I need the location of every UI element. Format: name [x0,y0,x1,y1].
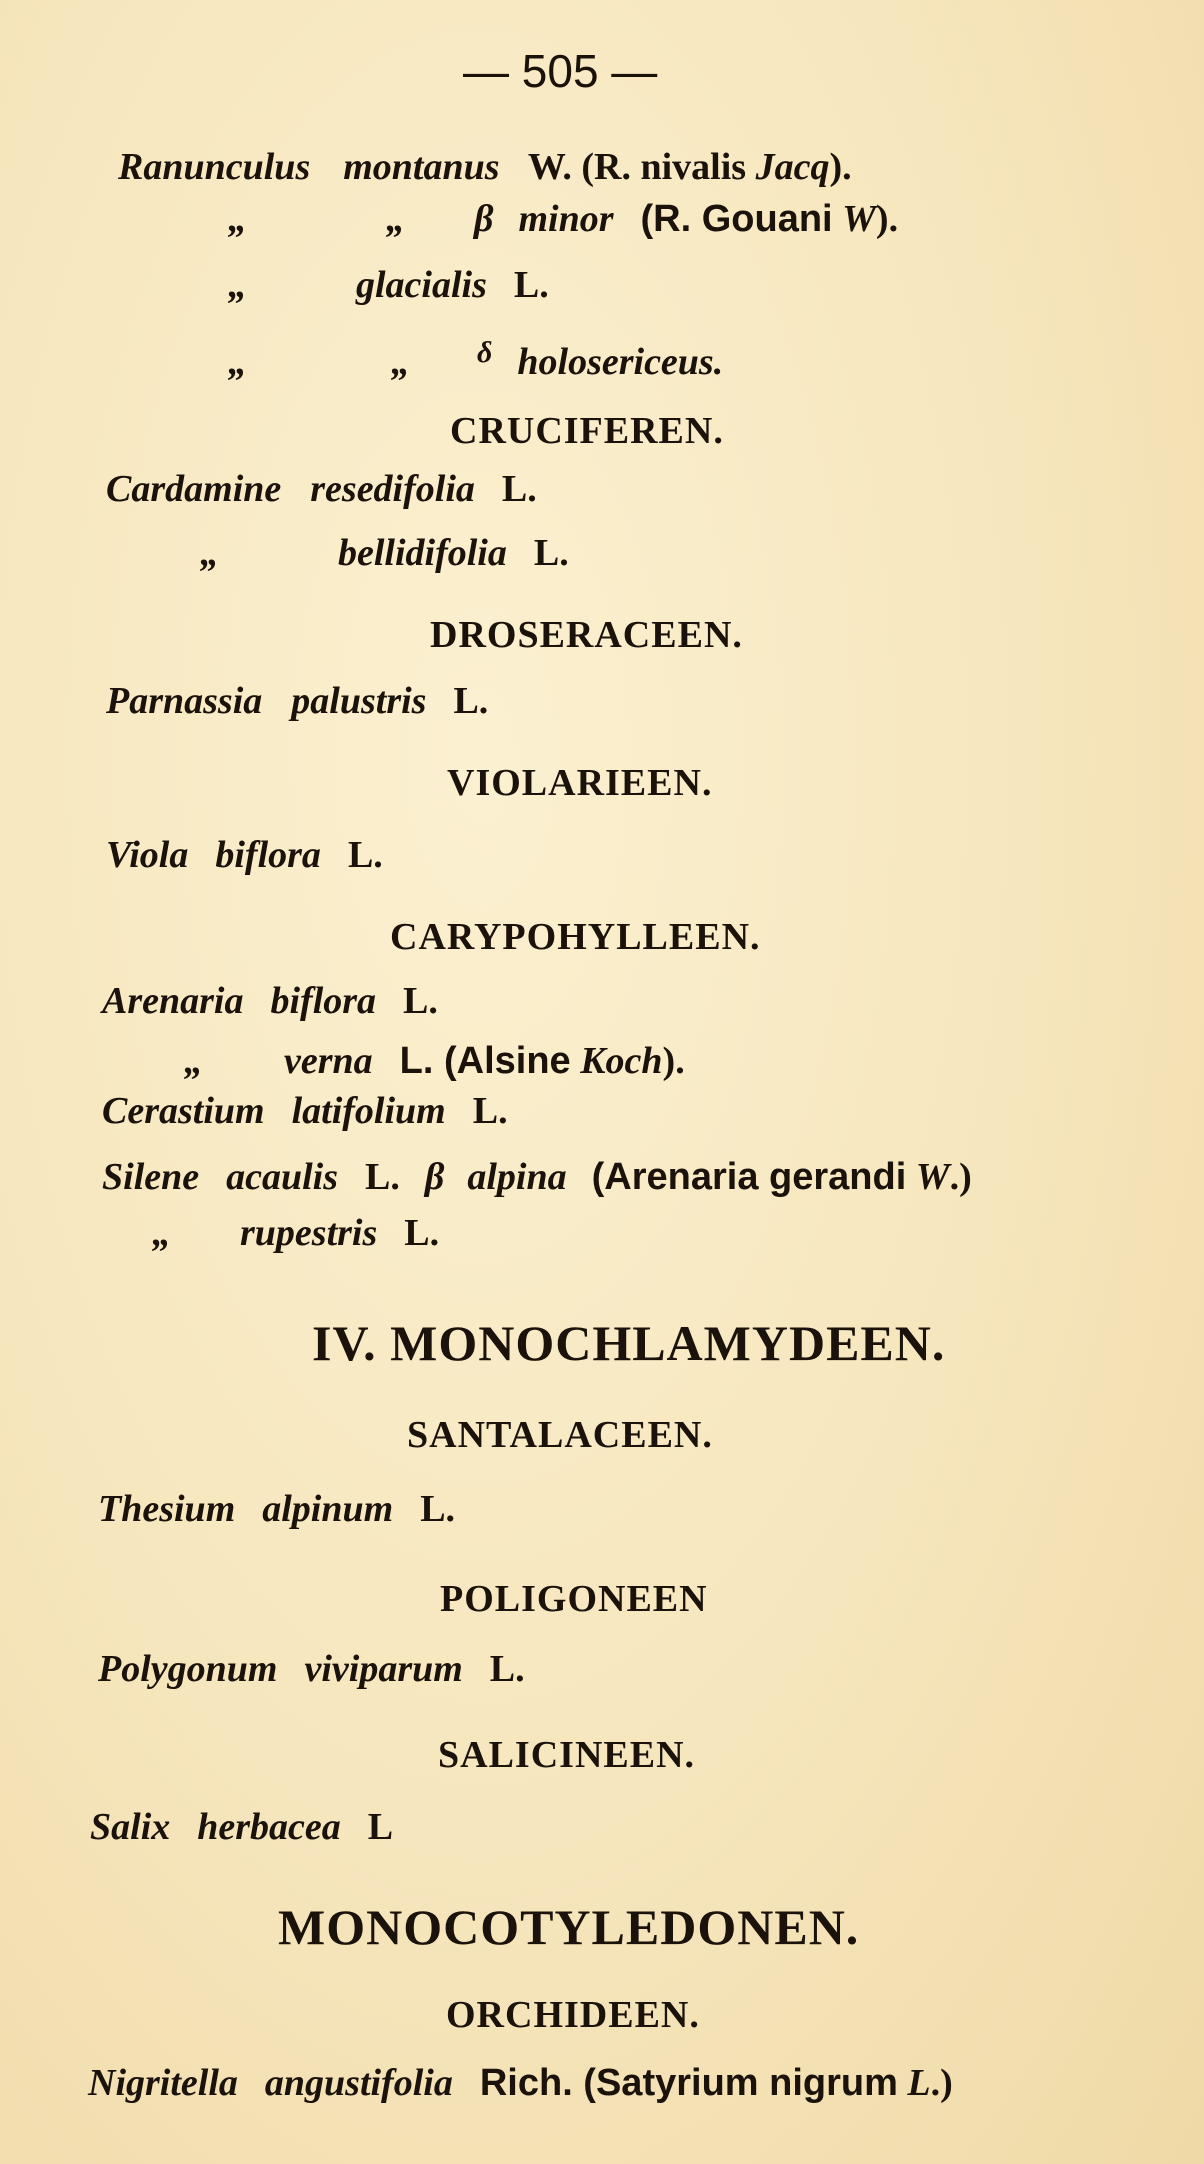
entry-polygonum-viviparum [98,1650,525,1688]
authority: L [367,1806,394,1848]
authority: Rich. (Satyrium nigrum [479,2062,898,2104]
close: .) [930,2062,953,2104]
family-heading-cruciferen: CRUCIFEREN. [450,410,724,452]
species: acaulis [226,1156,339,1198]
variety: alpina [467,1156,567,1198]
genus: Parnassia [106,680,263,722]
genus: Salix [90,1806,171,1848]
ditto-mark: „ [200,532,219,574]
close: ). [829,146,852,188]
variety: minor [518,198,614,240]
authority: L. [513,264,549,306]
authority: L. [420,1488,456,1530]
species: alpinum [262,1488,394,1530]
authority: L. [347,834,383,876]
section-heading-monocotyledonen: MONOCOTYLEDONEN. [278,1899,860,1955]
family-heading-salicineen: SALICINEEN. [438,1734,696,1776]
genus: Ranunculus [118,146,311,188]
species: bellidifolia [338,532,507,574]
entry-cerastium-latifolium [102,1092,508,1130]
species: angustifolia [264,2062,453,2104]
entry-arenaria-biflora [102,982,438,1020]
variety: holosericeus. [517,341,724,383]
family-heading-caryophylleen: CARYPOHYLLEEN. [390,916,761,958]
page-number: — 505 — [463,45,658,97]
entry-silene-acaulis [102,1158,972,1196]
authority: (R. Gouani [640,198,833,240]
close: ). [662,1040,685,1082]
close: ). [875,198,899,240]
entry-salix-herbacea [90,1808,393,1846]
authority: L. [404,1212,440,1254]
entry-ranunculus-glacialis [228,266,549,304]
authority: L. [501,468,537,510]
entry-arenaria-verna [184,1042,685,1080]
authority: L. [403,980,438,1022]
entry-silene-rupestris [152,1214,439,1252]
ditto-mark: „ [152,1212,171,1254]
ditto-mark: „ [386,198,405,240]
authority: L. [489,1648,525,1690]
species: verna [284,1040,373,1082]
genus: Thesium [98,1488,236,1530]
greek-letter: β [474,198,494,240]
ditto-mark: „ [228,198,247,240]
authority: L. [365,1156,400,1198]
authority-2: Koch [580,1040,663,1082]
authority-2: L [907,2062,931,2104]
ditto-mark: „ [391,341,410,383]
synonym: (Arenaria gerandi [591,1156,907,1198]
entry-thesium-alpinum [98,1490,455,1528]
greek-letter: β [424,1156,445,1198]
genus: Polygonum [98,1648,278,1690]
authority: L. (Alsine [399,1040,571,1082]
authority: L. [533,532,569,574]
species: latifolium [291,1090,446,1132]
species: herbacea [197,1806,341,1848]
family-heading-santalaceen: SANTALACEEN. [407,1414,713,1456]
species: resedifolia [310,468,475,510]
genus: Nigritella [88,2062,238,2104]
section-heading-monochlamydeen: IV. MONOCHLAMYDEEN. [312,1315,946,1371]
species: glacialis [356,264,487,306]
authority: L. [453,680,489,722]
species: biflora [215,834,321,876]
genus: Arenaria [102,980,244,1022]
entry-cardamine-bellidifolia [200,534,569,572]
ditto-mark: „ [228,341,247,383]
genus: Silene [102,1156,200,1198]
authority: W. (R. nivalis [527,146,747,188]
entry-ranunculus-minor [228,200,898,238]
entry-parnassia-palustris [106,682,488,720]
genus: Cardamine [106,468,282,510]
family-heading-poligoneen: POLIGONEEN [440,1578,708,1620]
entry-viola-biflora [106,836,383,874]
species: montanus [343,146,500,188]
genus: Cerastium [102,1090,265,1132]
entry-ranunculus-montanus [118,148,852,186]
ditto-mark: „ [184,1040,203,1082]
family-heading-droseraceen: DROSERACEEN. [430,614,743,656]
entry-cardamine-resedifolia [106,470,537,508]
entry-nigritella-angustifolia [88,2064,953,2102]
authority-2: W [915,1156,950,1198]
genus: Viola [106,834,189,876]
species: rupestris [240,1212,378,1254]
authority-2: Jacq [755,146,830,188]
species: palustris [291,680,427,722]
species: biflora [270,980,377,1022]
greek-letter: δ [477,336,493,369]
close: .) [949,1156,972,1198]
family-heading-orchideen: ORCHIDEEN. [446,1994,700,2036]
ditto-mark: „ [228,264,247,306]
family-heading-violarieen: VIOLARIEEN. [447,762,713,804]
species: viviparum [304,1648,463,1690]
entry-ranunculus-holosericeus [228,338,723,381]
authority: L. [472,1090,508,1132]
authority-2: W [842,198,876,240]
